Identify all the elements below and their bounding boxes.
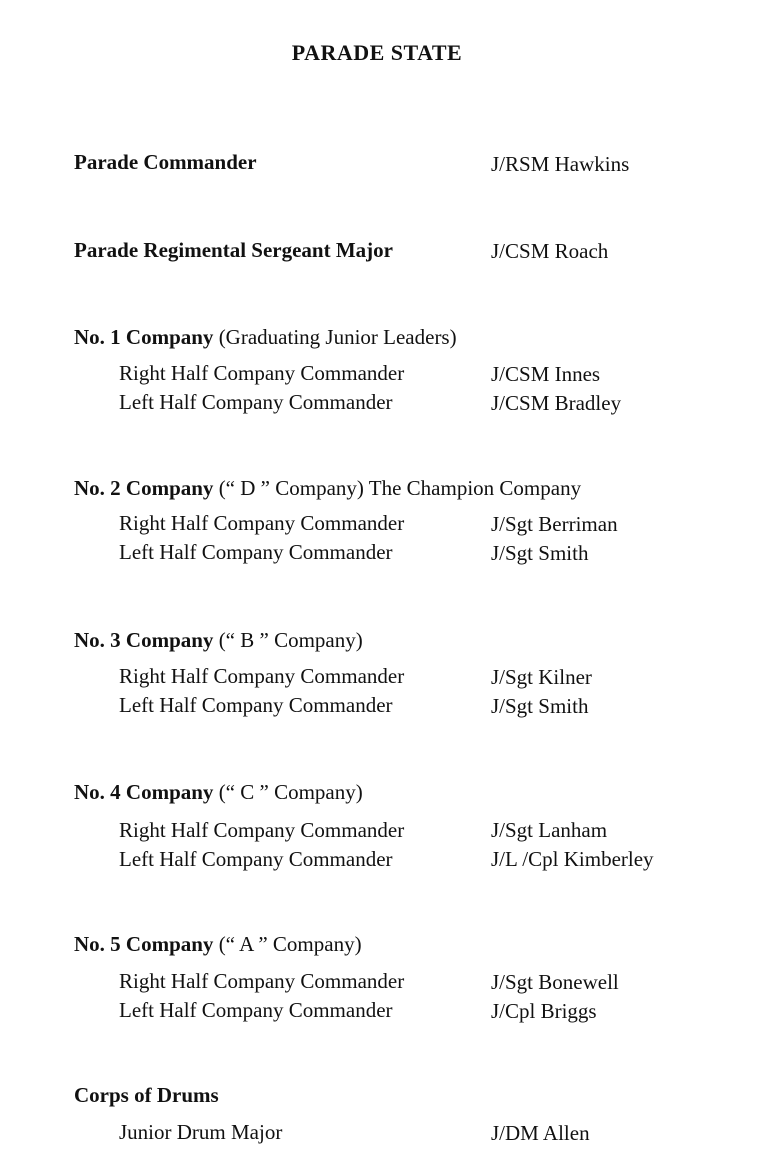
- company-5-heading-rest: (“ A ” Company): [213, 932, 362, 956]
- company-5-heading-bold: No. 5 Company: [74, 932, 214, 956]
- company-5-right-name: J/Sgt Bonewell: [491, 970, 619, 994]
- company-4-left-role: Left Half Company Commander: [119, 847, 393, 871]
- page-title: PARADE STATE: [291, 40, 463, 65]
- corps-of-drums-heading: Corps of Drums: [74, 1083, 219, 1107]
- company-4-heading-rest: (“ C ” Company): [213, 780, 363, 804]
- company-1-heading: [74, 324, 457, 350]
- company-4-heading: [74, 779, 363, 805]
- company-1-right-role: Right Half Company Commander: [119, 361, 405, 385]
- company-2-left-role: Left Half Company Commander: [119, 540, 393, 564]
- company-1-left-name: J/CSM Bradley: [491, 391, 622, 415]
- drum-major-name: J/DM Allen: [491, 1121, 590, 1145]
- company-5-left-role: Left Half Company Commander: [119, 998, 393, 1022]
- company-5-heading: [74, 931, 362, 957]
- company-3-heading-bold: No. 3 Company: [74, 628, 214, 652]
- company-2-heading-bold: No. 2 Company: [74, 476, 214, 500]
- company-1-heading-rest: (Graduating Junior Leaders): [213, 325, 457, 349]
- company-4-left-name: J/L /Cpl Kimberley: [491, 847, 654, 871]
- company-3-left-name: J/Sgt Smith: [491, 694, 589, 718]
- company-2-heading-rest: (“ D ” Company) The Champion Company: [213, 476, 582, 500]
- company-1-left-role: Left Half Company Commander: [119, 390, 393, 414]
- parade-commander-role: Parade Commander: [74, 150, 257, 174]
- company-1-heading-bold: No. 1 Company: [74, 325, 214, 349]
- company-2-left-name: J/Sgt Smith: [491, 541, 589, 565]
- company-4-right-name: J/Sgt Lanham: [491, 818, 608, 842]
- company-2-right-name: J/Sgt Berriman: [491, 512, 618, 536]
- company-3-left-role: Left Half Company Commander: [119, 693, 393, 717]
- company-4-right-role: Right Half Company Commander: [119, 818, 405, 842]
- company-1-right-name: J/CSM Innes: [491, 362, 601, 386]
- company-4-heading-bold: No. 4 Company: [74, 780, 214, 804]
- company-5-left-name: J/Cpl Briggs: [491, 999, 597, 1023]
- company-2-heading: [74, 475, 581, 501]
- drum-major-role: Junior Drum Major: [119, 1120, 283, 1144]
- company-3-right-role: Right Half Company Commander: [119, 664, 405, 688]
- parade-commander-name: J/RSM Hawkins: [491, 152, 630, 176]
- company-5-right-role: Right Half Company Commander: [119, 969, 405, 993]
- company-3-heading: [74, 627, 363, 653]
- parade-rsm-name: J/CSM Roach: [491, 239, 609, 263]
- company-3-right-name: J/Sgt Kilner: [491, 665, 592, 689]
- company-3-heading-rest: (“ B ” Company): [213, 628, 363, 652]
- parade-rsm-role: Parade Regimental Sergeant Major: [74, 238, 393, 262]
- company-2-right-role: Right Half Company Commander: [119, 511, 405, 535]
